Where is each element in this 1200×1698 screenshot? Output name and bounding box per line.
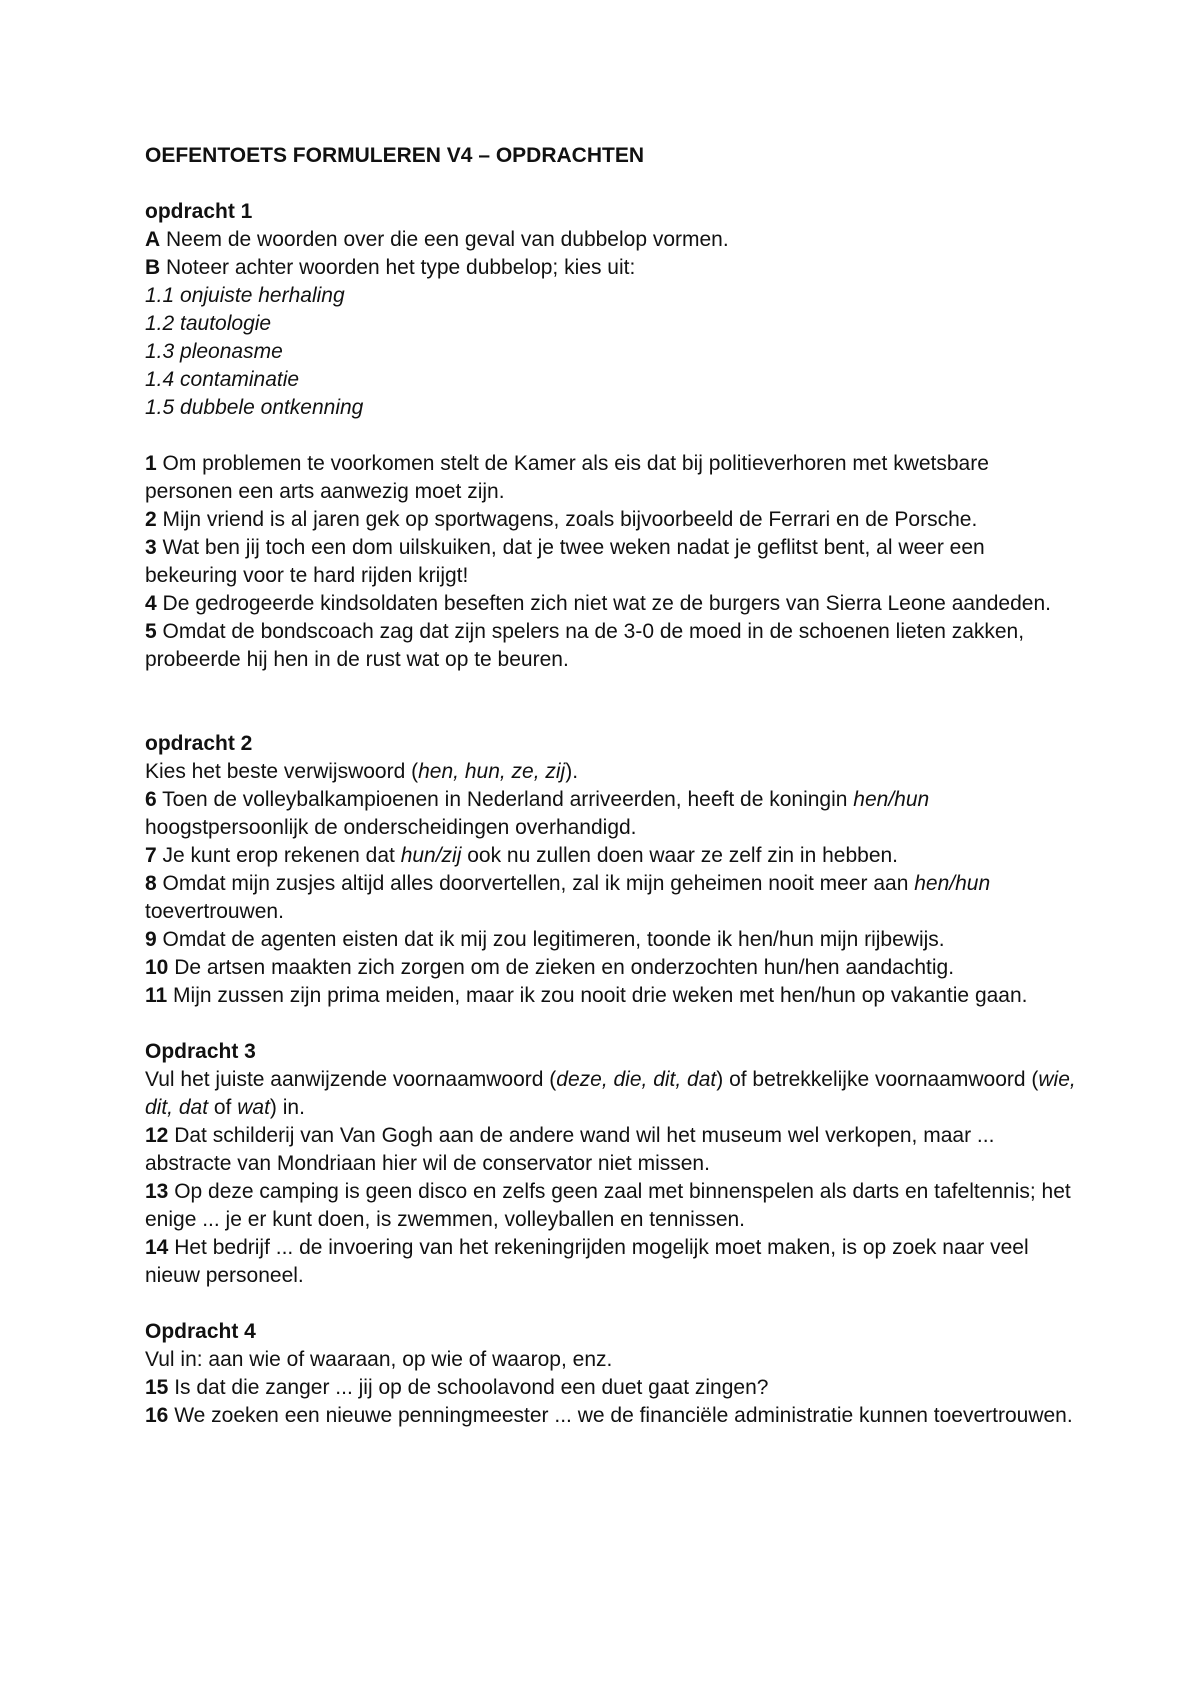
question-number: 3 [145,536,157,559]
question-10 [145,954,1080,982]
question-8 [145,870,1080,926]
question-text: Toen de volleybalkampioenen in Nederland arriveerden, heeft de koningin [156,788,854,811]
intro-italic: wie, dit, dat [145,1068,1076,1119]
question-number: 4 [145,592,157,615]
intro-text: ) of betrekkelijke voornaamwoord ( [716,1068,1039,1091]
question-text: De artsen maakten zich zorgen om de zieken en onderzochten hun/hen aandachtig. [168,956,955,979]
question-6 [145,786,1080,842]
section-heading: opdracht 1 [145,200,253,223]
section-intro [145,758,1080,786]
intro-text: ) in. [269,1096,305,1119]
question-5 [145,618,1080,674]
question-13 [145,1178,1080,1234]
question-number: 10 [145,956,169,979]
intro-text: of [208,1096,238,1119]
question-9 [145,926,1080,954]
question-text: Het bedrijf ... de invoering van het rekeningrijden mogelijk moet maken, is op zoek naar veel nieuw personeel. [145,1236,1029,1287]
option-item: 1.5 dubbele ontkenning [145,396,364,419]
question-number: 12 [145,1124,169,1147]
question-number: 5 [145,620,157,643]
question-number: 9 [145,928,157,951]
question-number: 14 [145,1236,169,1259]
question-number: 8 [145,872,157,895]
question-11 [145,982,1080,1010]
spacer [145,422,1080,450]
section-intro: Vul in: aan wie of waaraan, op wie of waarop, enz. [145,1348,613,1371]
question-text: Je kunt erop rekenen dat [156,844,401,867]
section-heading: opdracht 2 [145,732,253,755]
question-16 [145,1402,1080,1430]
instruction-text: Neem de woorden over die een geval van dubbelop vormen. [160,228,729,251]
question-12 [145,1122,1080,1178]
question-text: Om problemen te voorkomen stelt de Kamer als eis dat bij politieverhoren met kwetsbare personen een arts aanwezig moet zijn. [145,452,989,503]
question-italic: hen/hun [914,872,991,895]
section-opdracht-1 [145,198,1080,674]
question-14 [145,1234,1080,1290]
section-opdracht-3 [145,1038,1080,1290]
question-text: Omdat de bondscoach zag dat zijn spelers na de 3-0 de moed in de schoenen lieten zakken, probeerde hij hen in de rust wat op te beuren. [145,620,1025,671]
option-item: 1.3 pleonasme [145,340,283,363]
section-heading: Opdracht 4 [145,1320,256,1343]
intro-text: Kies het beste verwijswoord ( [145,760,419,783]
question-number: 7 [145,844,157,867]
section-intro [145,1066,1080,1122]
label: A [145,228,161,251]
intro-italic: wat [237,1096,270,1119]
question-15 [145,1374,1080,1402]
question-2 [145,506,1080,534]
question-text: Omdat mijn zusjes altijd alles doorvertellen, zal ik mijn geheimen nooit meer aan [156,872,915,895]
intro-italic: hen, hun, ze, zij [418,760,566,783]
instruction-a [145,226,1080,254]
section-opdracht-2 [145,730,1080,1010]
option-item: 1.2 tautologie [145,312,272,335]
question-number: 6 [145,788,157,811]
question-number: 1 [145,452,157,475]
question-text: Mijn vriend is al jaren gek op sportwagens, zoals bijvoorbeeld de Ferrari en de Porsche. [156,508,978,531]
question-4 [145,590,1080,618]
question-3 [145,534,1080,590]
question-text: Op deze camping is geen disco en zelfs geen zaal met binnenspelen als darts en tafeltennis; het enige ... je er kunt doen, is zwemmen, volleyballen en tennissen. [145,1180,1071,1231]
option-item: 1.1 onjuiste herhaling [145,284,345,307]
question-text: De gedrogeerde kindsoldaten beseften zich niet wat ze de burgers van Sierra Leone aandeden. [156,592,1051,615]
question-1 [145,450,1080,506]
question-text: toevertrouwen. [145,900,284,923]
question-number: 16 [145,1404,169,1427]
question-number: 2 [145,508,157,531]
option-item: 1.4 contaminatie [145,368,300,391]
question-text: Dat schilderij van Van Gogh aan de andere wand wil het museum wel verkopen, maar ... abstracte van Mondriaan hier wil de conservator niet missen. [145,1124,995,1175]
question-text: hoogstpersoonlijk de onderscheidingen overhandigd. [145,816,637,839]
intro-text: ). [565,760,579,783]
section-heading: Opdracht 3 [145,1040,256,1063]
intro-text: Vul het juiste aanwijzende voornaamwoord ( [145,1068,557,1091]
question-italic: hen/hun [853,788,930,811]
question-number: 15 [145,1376,169,1399]
question-text: Omdat de agenten eisten dat ik mij zou legitimeren, toonde ik hen/hun mijn rijbewijs. [156,928,945,951]
question-text: Mijn zussen zijn prima meiden, maar ik zou nooit drie weken met hen/hun op vakantie gaan. [167,984,1028,1007]
question-text: Is dat die zanger ... jij op de schoolavond een duet gaat zingen? [168,1376,769,1399]
instruction-b [145,254,1080,282]
question-italic: hun/zij [400,844,462,867]
question-number: 13 [145,1180,169,1203]
question-text: We zoeken een nieuwe penningmeester ... we de financiële administratie kunnen toevertrouwen. [168,1404,1073,1427]
question-number: 11 [145,984,168,1007]
instruction-text: Noteer achter woorden het type dubbelop; kies uit: [160,256,636,279]
document-title: OEFENTOETS FORMULEREN V4 – OPDRACHTEN [145,144,644,167]
section-opdracht-4 [145,1318,1080,1430]
question-text: ook nu zullen doen waar ze zelf zin in hebben. [461,844,899,867]
question-7 [145,842,1080,870]
intro-italic: deze, die, dit, dat [556,1068,717,1091]
label: B [145,256,161,279]
question-text: Wat ben jij toch een dom uilskuiken, dat je twee weken nadat je geflitst bent, al weer een bekeuring voor te hard rijden krijgt! [145,536,985,587]
